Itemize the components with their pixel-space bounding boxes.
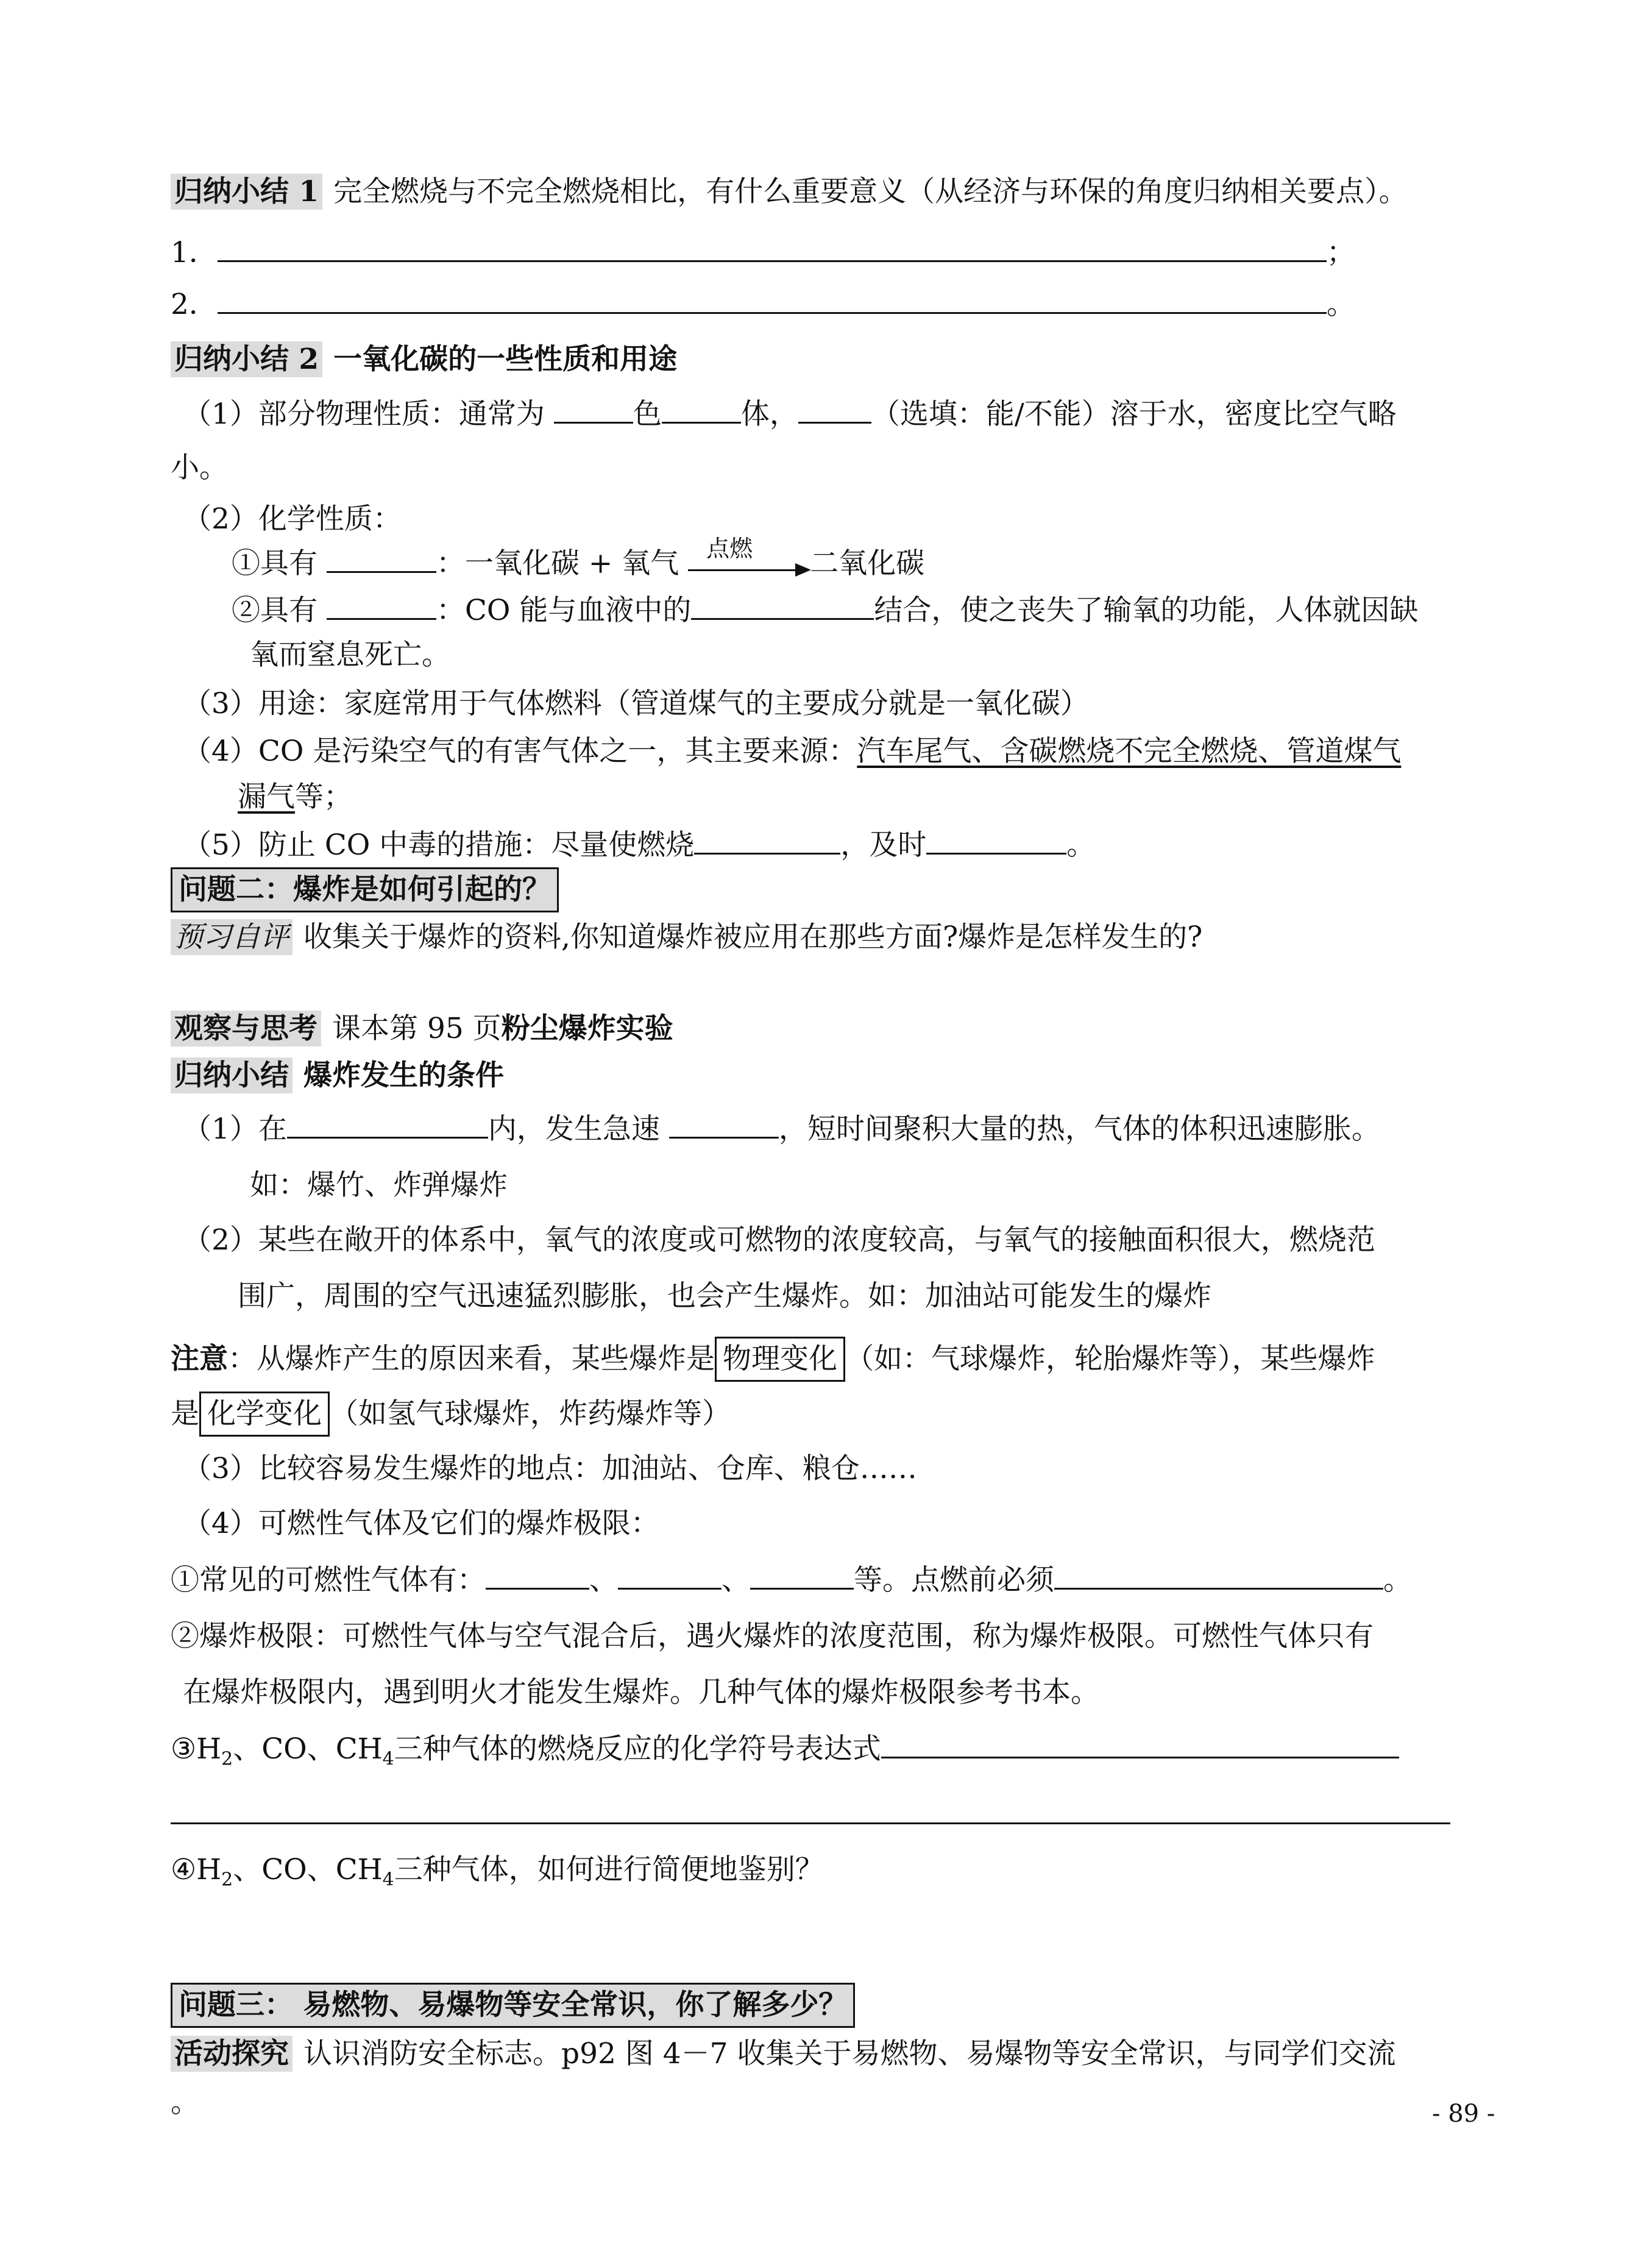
text: ④H xyxy=(171,1853,222,1886)
summary2-c2-cont xyxy=(250,631,450,680)
text: 三种气体，如何进行简便地鉴别？ xyxy=(394,1853,824,1886)
question2-preview xyxy=(171,913,1202,962)
summary3-heading xyxy=(171,1051,504,1100)
summary1-tag: 归纳小结 1 xyxy=(171,174,322,210)
text: 内，发生急速 xyxy=(488,1112,669,1146)
text: 、CO、CH xyxy=(233,1853,383,1886)
summary2-c1 xyxy=(232,535,925,588)
answer-blank[interactable] xyxy=(218,236,1327,262)
text: 。 xyxy=(1383,1563,1412,1597)
answer-blank[interactable] xyxy=(694,828,840,855)
summary3-e1-example xyxy=(250,1161,508,1210)
summary3-g2-cont xyxy=(183,1668,1099,1717)
chemical-change-box: 化学变化 xyxy=(199,1392,330,1437)
text: ：CO 能与血液中的 xyxy=(436,594,692,627)
text: （4）CO 是污染空气的有害气体之一，其主要来源： xyxy=(183,734,857,768)
text: ，及时 xyxy=(840,828,927,862)
summary2-p1 xyxy=(183,390,1397,439)
summary3-e3 xyxy=(183,1445,917,1493)
summary3-g3 xyxy=(171,1725,1399,1774)
question2-title: 问题二：爆炸是如何引起的？ xyxy=(171,867,559,912)
text: ：从爆炸产生的原因来看，某些爆炸是 xyxy=(228,1342,715,1376)
color-blank[interactable] xyxy=(554,397,633,424)
text: （如氢气球爆炸，炸药爆炸等） xyxy=(330,1397,731,1431)
item-number: 1． xyxy=(171,236,218,269)
answer-blank[interactable] xyxy=(218,288,1327,314)
summary2-tag: 归纳小结 2 xyxy=(171,341,322,377)
reaction-blank[interactable] xyxy=(669,1112,779,1139)
page-number: - 89 - xyxy=(1432,2100,1495,2128)
subscript: 2 xyxy=(221,1748,233,1770)
observe-heading xyxy=(171,1004,673,1053)
summary1-heading xyxy=(171,168,1408,216)
summary1-item1 xyxy=(171,229,1355,277)
gas-blank[interactable] xyxy=(618,1563,722,1590)
equation-blank-line[interactable] xyxy=(171,1822,1450,1824)
text: （5）防止 CO 中毒的措施：尽量使燃烧 xyxy=(183,828,695,862)
summary2-p4 xyxy=(183,727,1401,776)
text: ①常见的可燃性气体有： xyxy=(171,1563,486,1597)
text: 课本第 95 页 xyxy=(332,1012,502,1045)
text: ②具有 xyxy=(232,594,327,627)
experiment-title: 粉尘爆炸实验 xyxy=(501,1012,673,1045)
gas-blank[interactable] xyxy=(486,1563,589,1590)
arrow-shaft xyxy=(688,569,804,571)
text: （2）化学性质： xyxy=(183,502,402,536)
question3-activity-cont xyxy=(171,2078,199,2127)
answer-blank[interactable] xyxy=(926,828,1066,855)
activity-tag: 活动探究 xyxy=(171,2036,292,2072)
text: 氧而窒息死亡。 xyxy=(250,638,450,672)
summary2-heading xyxy=(171,335,677,384)
text: 如：爆竹、炸弹爆炸 xyxy=(250,1168,508,1202)
text: 体， xyxy=(740,397,798,431)
property-blank[interactable] xyxy=(327,547,436,573)
summary2-p4-cont xyxy=(238,773,352,822)
summary2-p2 xyxy=(183,495,402,544)
text: 围广，周围的空气迅速猛烈膨胀，也会产生爆炸。如：加油站可能发生的爆炸 xyxy=(238,1279,1211,1313)
text: （3）用途：家庭常用于气体燃料（管道煤气的主要成分就是一氧化碳） xyxy=(183,687,1089,720)
text: （3）比较容易发生爆炸的地点：加油站、仓库、粮仓…… xyxy=(183,1452,917,1485)
text: （4）可燃性气体及它们的爆炸极限： xyxy=(183,1507,659,1540)
gas-blank[interactable] xyxy=(750,1563,854,1590)
arrow-label: 点燃 xyxy=(706,535,753,562)
observe-tag: 观察与思考 xyxy=(171,1011,321,1047)
text: （1）在 xyxy=(183,1112,287,1146)
question3-heading xyxy=(171,1981,855,2030)
summary3-note-cont xyxy=(171,1390,731,1438)
text: 是 xyxy=(171,1397,199,1431)
text: 等； xyxy=(295,780,352,814)
equation-blank[interactable] xyxy=(881,1732,1399,1758)
text: 结合，使之丧失了输氧的功能，人体就因缺 xyxy=(874,594,1419,627)
text: 在爆炸极限内，遇到明火才能发生爆炸。几种气体的爆炸极限参考书本。 xyxy=(183,1676,1099,1709)
text: （1）部分物理性质：通常为 xyxy=(183,397,554,431)
question3-activity xyxy=(171,2030,1396,2078)
subscript: 2 xyxy=(221,1869,233,1891)
text: （2）某些在敞开的体系中，氧气的浓度或可燃物的浓度较高，与氧气的接触面积很大，燃烧范 xyxy=(183,1223,1375,1257)
property-blank[interactable] xyxy=(327,594,436,620)
summary3-g4 xyxy=(171,1846,824,1894)
summary3-title: 爆炸发生的条件 xyxy=(303,1059,504,1092)
text: （如：气球爆炸，轮胎爆炸等），某些爆炸 xyxy=(845,1342,1375,1376)
text: 、 xyxy=(589,1563,618,1597)
text: 。 xyxy=(171,2086,199,2119)
text: 小。 xyxy=(171,451,228,485)
note-label: 注意 xyxy=(171,1342,228,1376)
summary3-g2 xyxy=(171,1612,1374,1661)
text: ①具有 xyxy=(232,547,327,580)
space-blank[interactable] xyxy=(287,1112,488,1139)
text: 等。点燃前必须 xyxy=(854,1563,1054,1597)
summary3-e2 xyxy=(183,1216,1375,1265)
blood-component-blank[interactable] xyxy=(691,594,874,620)
preview-text: 收集关于爆炸的资料,你知道爆炸被应用在那些方面?爆炸是怎样发生的? xyxy=(303,920,1203,954)
text: 色 xyxy=(633,397,662,431)
subscript: 4 xyxy=(382,1748,394,1770)
punctuation: ； xyxy=(1326,236,1355,269)
item-number: 2． xyxy=(171,288,218,321)
solubility-blank[interactable] xyxy=(798,397,871,424)
summary3-note xyxy=(171,1335,1375,1384)
text: 认识消防安全标志。p92 图 4－7 收集关于易燃物、易爆物等安全常识，与同学们交流 xyxy=(303,2037,1396,2071)
subscript: 4 xyxy=(382,1869,394,1891)
reaction-arrow xyxy=(688,535,810,584)
summary3-g1 xyxy=(171,1556,1412,1605)
arrow-head-icon xyxy=(795,563,811,577)
summary2-title: 一氧化碳的一些性质和用途 xyxy=(333,343,678,376)
summary3-e2-cont xyxy=(238,1272,1211,1321)
punctuation: 。 xyxy=(1326,288,1355,321)
answer-blank[interactable] xyxy=(1054,1563,1383,1590)
text: 二氧化碳 xyxy=(810,547,925,580)
text: 、CO、CH xyxy=(233,1732,383,1766)
summary2-p5 xyxy=(183,821,1095,870)
summary2-p3 xyxy=(183,680,1089,728)
text: ②爆炸极限：可燃性气体与空气混合后，遇火爆炸的浓度范围，称为爆炸极限。可燃性气体只有 xyxy=(171,1619,1374,1653)
text: （选填：能/不能）溶于水，密度比空气略 xyxy=(871,397,1397,431)
state-blank[interactable] xyxy=(662,397,741,424)
underlined-text: 漏气 xyxy=(238,780,295,814)
text: ③H xyxy=(171,1732,222,1766)
text: ：一氧化碳 + 氧气 xyxy=(436,547,679,580)
summary1-item2 xyxy=(171,280,1355,329)
summary3-tag: 归纳小结 xyxy=(171,1058,292,1093)
summary3-e4 xyxy=(183,1499,659,1548)
question2-heading xyxy=(171,866,559,914)
question3-title: 问题三： 易燃物、易爆物等安全常识，你了解多少？ xyxy=(171,1983,855,2028)
summary1-text: 完全燃烧与不完全燃烧相比，有什么重要意义（从经济与环保的角度归纳相关要点）。 xyxy=(333,175,1408,208)
summary2-c2 xyxy=(232,586,1418,635)
physical-change-box: 物理变化 xyxy=(715,1337,845,1382)
text: ，短时间聚积大量的热，气体的体积迅速膨胀。 xyxy=(778,1112,1380,1146)
summary2-p1-cont xyxy=(171,444,228,492)
text: 三种气体的燃烧反应的化学符号表达式 xyxy=(394,1732,881,1766)
text: 。 xyxy=(1066,828,1096,862)
text: 、 xyxy=(722,1563,750,1597)
summary3-e1 xyxy=(183,1105,1380,1154)
underlined-text: 汽车尾气、含碳燃烧不完全燃烧、管道煤气 xyxy=(857,734,1402,768)
preview-tag: 预习自评 xyxy=(171,919,292,955)
